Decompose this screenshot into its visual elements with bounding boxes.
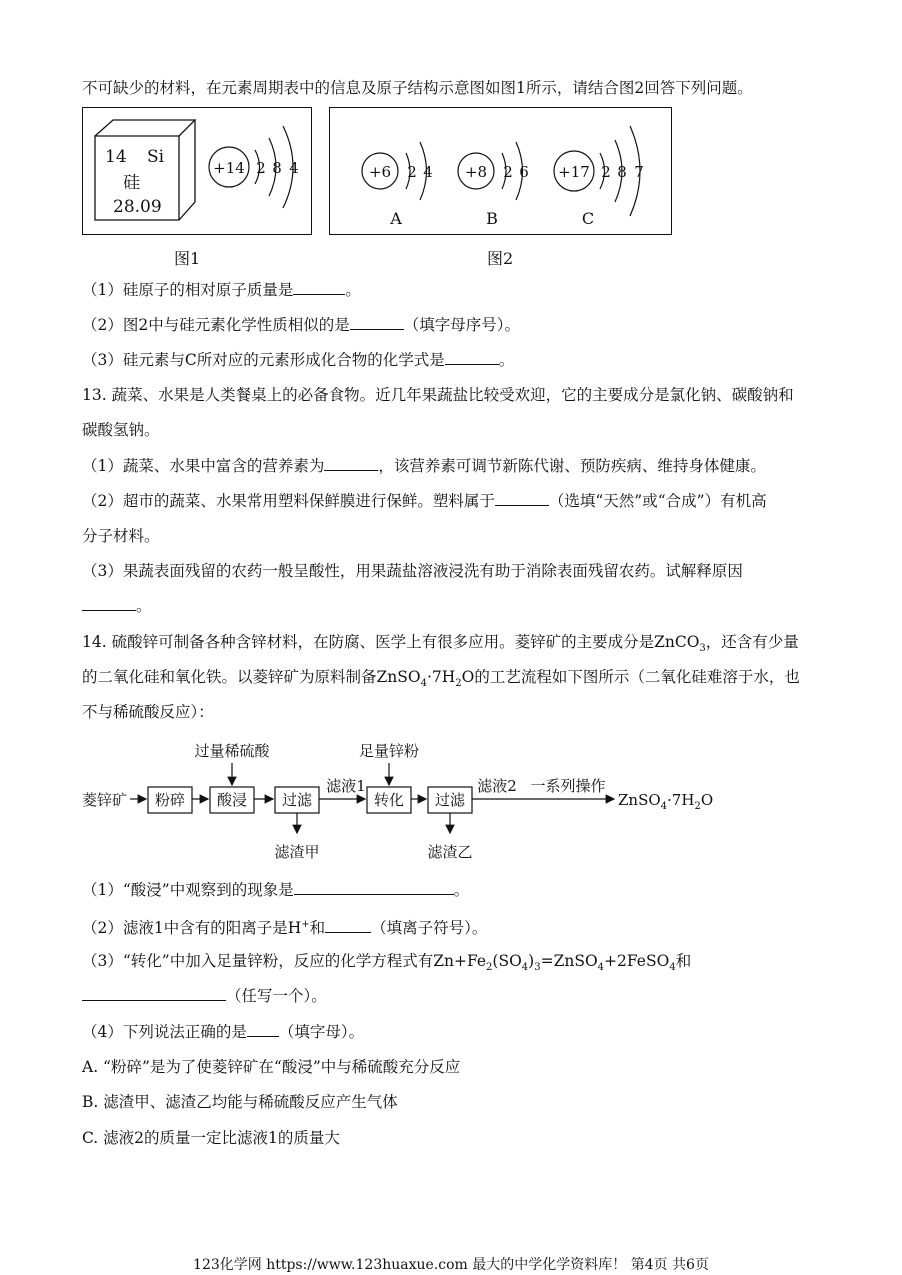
atom-c-shell-1: 2: [601, 163, 611, 181]
q14-part-2: （2）滤液1中含有的阳离子是H+和 （填离子符号）。: [82, 919, 488, 938]
q12-part-1: （1）硅原子的相对原子质量是 。: [82, 281, 361, 299]
si-shell-1: 2: [256, 159, 266, 177]
q14-stem-line-2: 的二氧化硅和氧化铁。以菱锌矿为原料制备$ZnSO_4\cdot 7H_2O$的工艺流程如下图所示（二氧化硅难溶于水，也: [82, 668, 800, 690]
atom-b-label: B: [486, 209, 498, 228]
answer-blank[interactable]: [495, 491, 549, 506]
si-nucleus: +14: [213, 159, 245, 177]
option-b: B. 滤渣甲、滤渣乙均能与稀硫酸反应产生气体: [82, 1093, 398, 1111]
atom-c-nucleus: +17: [558, 163, 590, 181]
flow-step-crush: 粉碎: [154, 791, 186, 809]
figure-2: [329, 107, 672, 235]
flow-step-convert: 转化: [373, 791, 405, 809]
answer-blank[interactable]: [324, 456, 378, 471]
q13-part-2: （2）超市的蔬菜、水果常用塑料保鲜膜进行保鲜。塑料属于 （选填“天然”或“合成”）有机高: [82, 492, 767, 510]
answer-blank[interactable]: [294, 880, 454, 895]
flow-residue-2: 滤渣乙: [427, 843, 473, 861]
atom-c-shell-3: 7: [634, 163, 644, 181]
q13-part-3-answer: 。: [82, 596, 152, 616]
answer-blank[interactable]: [247, 1022, 279, 1037]
process-flowchart: [82, 735, 802, 865]
answer-blank[interactable]: [82, 986, 226, 1001]
flow-step-acid-leach: 酸浸: [216, 791, 248, 809]
answer-blank[interactable]: [445, 350, 499, 365]
answer-blank[interactable]: [325, 918, 371, 933]
option-c: C. 滤液2的质量一定比滤液1的质量大: [82, 1129, 340, 1147]
flow-add-acid: 过量稀硫酸: [194, 742, 270, 760]
page-footer: 123化学网 https://www.123huaxue.com 最大的中学化学资料库！ 第4页 共6页: [193, 1257, 709, 1273]
element-number: 14: [105, 147, 127, 167]
q12-part-2: （2）图2中与硅元素化学性质相似的是 （填字母序号）。: [82, 316, 520, 334]
atom-a-shell-1: 2: [407, 163, 417, 181]
atom-a-nucleus: +6: [368, 163, 392, 181]
q13-part-3: （3）果蔬表面残留的农药一般呈酸性，用果蔬盐溶液浸洗有助于消除表面残留农药。试解释原因: [82, 562, 743, 580]
q13-stem-line-2: 碳酸氢钠。: [82, 421, 160, 439]
figure-1-drawing: [83, 108, 311, 234]
atom-b-shell-1: 2: [503, 163, 513, 181]
q14-part-3: （3）“转化”中加入足量锌粉，反应的化学方程式有$Zn+Fe_2(SO_4)_3=ZnSO_4+2FeSO_4$和: [82, 952, 692, 974]
answer-blank[interactable]: [82, 596, 136, 611]
flow-series-ops: 一系列操作: [530, 777, 606, 795]
atom-a-shell-2: 4: [423, 163, 433, 181]
intro-text: 不可缺少的材料，在元素周期表中的信息及原子结构示意图如图1所示，请结合图2回答下列问题。: [82, 79, 753, 97]
si-shell-2: 8: [272, 159, 282, 177]
figure-1: [82, 107, 312, 235]
figure-2-drawing: [330, 108, 671, 234]
atom-c-label: C: [581, 209, 595, 228]
figure-2-caption: 图2: [487, 249, 514, 268]
q14-part-1: （1）“酸浸”中观察到的现象是 。: [82, 881, 470, 899]
figure-1-caption: 图1: [174, 249, 201, 268]
atom-b-nucleus: +8: [464, 163, 488, 181]
flow-filtrate-1: 滤液1: [326, 777, 366, 795]
q13-stem-line-1: 13. 蔬菜、水果是人类餐桌上的必备食物。近几年果蔬盐比较受欢迎，它的主要成分是氯化钠、碳酸钠和: [82, 386, 794, 404]
answer-blank[interactable]: [350, 315, 404, 330]
q12-part-3: （3）硅元素与C所对应的元素形成化合物的化学式是 。: [82, 351, 515, 369]
element-symbol: Si: [147, 147, 165, 167]
answer-blank[interactable]: [293, 280, 345, 295]
atom-b-shell-2: 6: [519, 163, 529, 181]
flow-step-filter-2: 过滤: [434, 791, 466, 809]
q13-part-2-cont: 分子材料。: [82, 527, 160, 545]
q14-stem-line-1: 14. 硫酸锌可制备各种含锌材料，在防腐、医学上有很多应用。菱锌矿的主要成分是ZnCO$_3$，还含有少量: [82, 633, 799, 655]
element-mass: 28.09: [113, 197, 162, 217]
flow-start: 菱锌矿: [82, 791, 128, 809]
q13-part-1: （1）蔬菜、水果中富含的营养素为 ，该营养素可调节新陈代谢、预防疾病、维持身体健康。: [82, 457, 766, 475]
option-a: A. “粉碎”是为了使菱锌矿在“酸浸”中与稀硫酸充分反应: [82, 1058, 461, 1076]
si-shell-3: 4: [289, 159, 299, 177]
flow-residue-1: 滤渣甲: [274, 843, 320, 861]
flow-product: $ZnSO_4\cdot 7H_2O$: [618, 791, 714, 812]
q14-part-4: （4）下列说法正确的是 （填字母）。: [82, 1023, 365, 1041]
q14-stem-line-3: 不与稀硫酸反应）：: [82, 703, 214, 721]
atom-c-shell-2: 8: [617, 163, 627, 181]
q14-part-3-answer: （任写一个）。: [82, 986, 327, 1006]
atom-a-label: A: [390, 209, 402, 228]
flow-add-zinc: 足量锌粉: [358, 742, 420, 760]
flow-step-filter-1: 过滤: [281, 791, 313, 809]
element-name: 硅: [123, 173, 140, 193]
flow-filtrate-2: 滤液2: [477, 777, 517, 795]
